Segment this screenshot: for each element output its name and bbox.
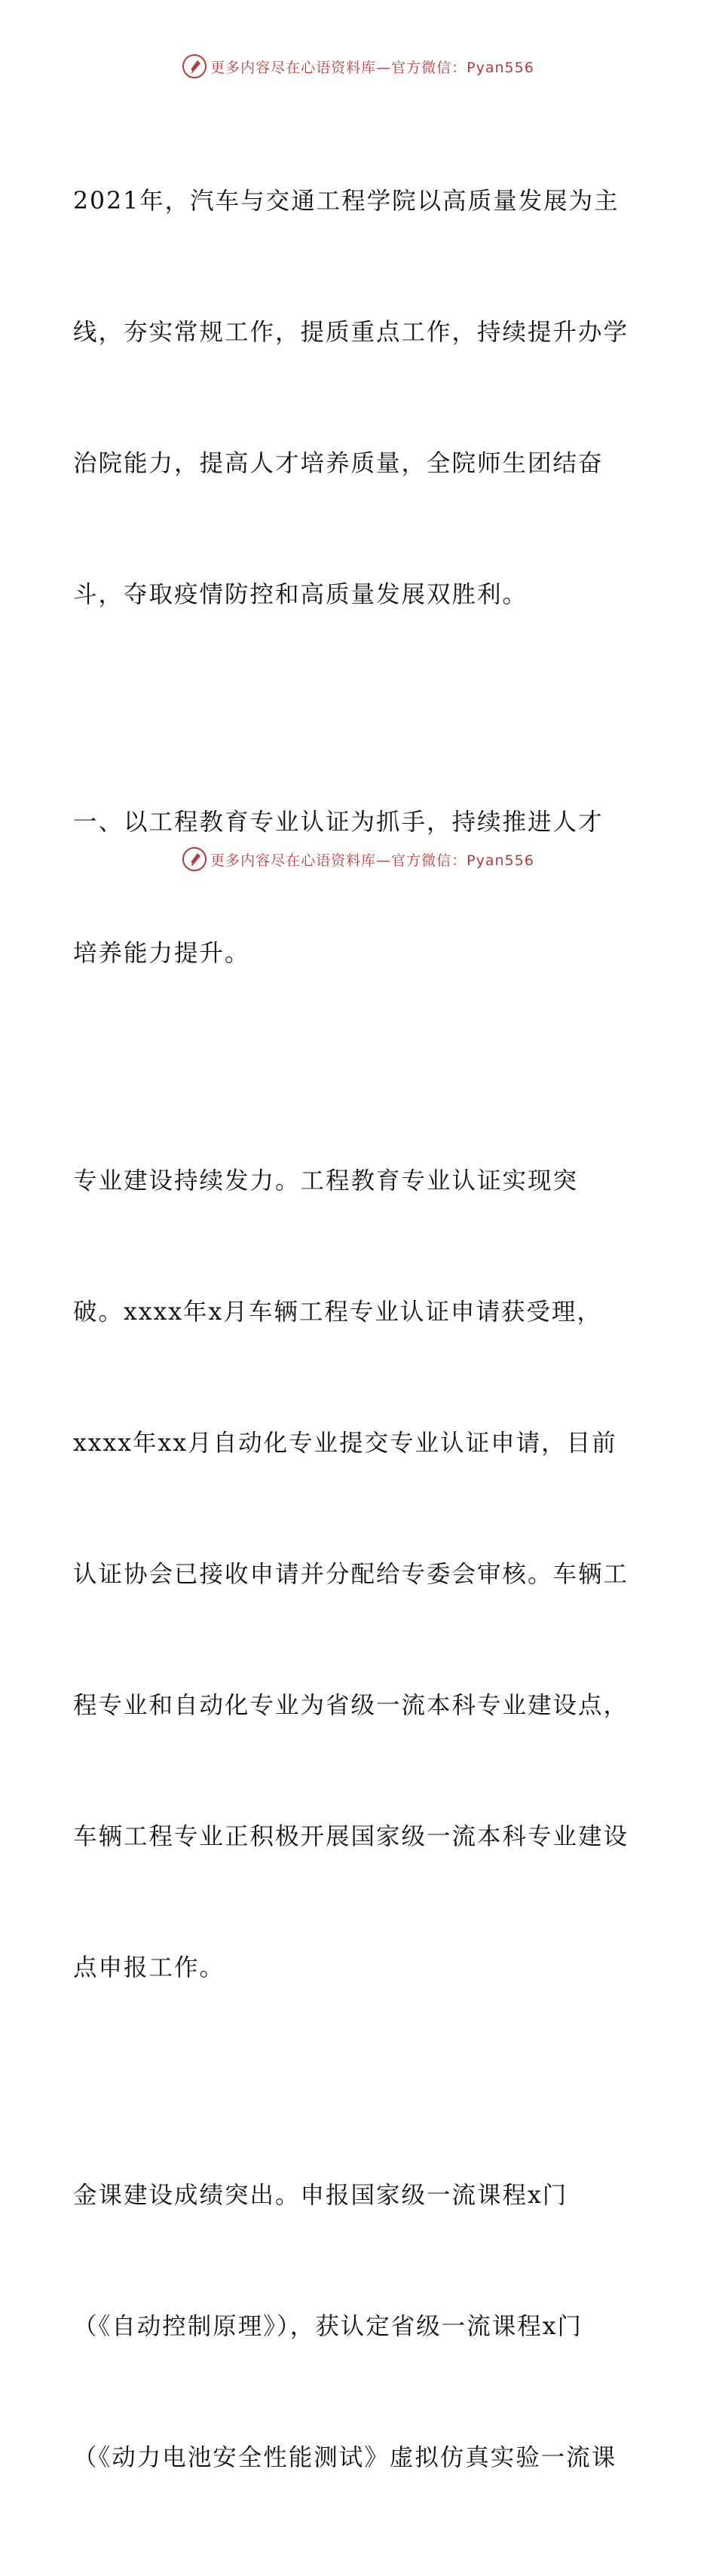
- text-line: 一、以工程教育专业认证为抓手，持续推进人才: [73, 809, 604, 836]
- text-line: 专业建设持续发力。工程教育专业认证实现突: [73, 1167, 579, 1195]
- text-line: 斗，夺取疫情防控和高质量发展双胜利。: [73, 581, 528, 608]
- text-line: 点申报工作。: [73, 1954, 225, 1981]
- paragraph-major-construction: [73, 1072, 646, 2077]
- watermark-text: 更多内容尽在心语资料库—官方微信：Pyan556: [210, 59, 534, 76]
- fountain-pen-logo-icon: [182, 846, 207, 872]
- paragraph-section-heading: [73, 713, 646, 1063]
- text-line: 认证协会已接收申请并分配给专委会审核。车辆工: [73, 1561, 629, 1588]
- text-line: 金课建设成绩突出。申报国家级一流课程x门: [73, 2182, 568, 2209]
- document-body: [73, 92, 646, 2576]
- text-line: 治院能力，提高人才培养质量，全院师生团结奋: [73, 450, 604, 477]
- text-line: 车辆工程专业正积极开展国家级一流本科专业建设: [73, 1823, 629, 1850]
- text-line: xxxx年xx月自动化专业提交专业认证申请，目前: [73, 1430, 617, 1457]
- text-line: （《自动控制原理》），获认定省级一流课程x门: [73, 2313, 583, 2340]
- text-line: （《动力电池安全性能测试》虚拟仿真实验一流课: [73, 2444, 617, 2471]
- watermark-text: 更多内容尽在心语资料库—官方微信：Pyan556: [210, 852, 534, 869]
- paragraph-golden-courses: [73, 2086, 646, 2567]
- text-line: 2021年，汽车与交通工程学院以高质量发展为主: [73, 188, 620, 215]
- text-line: 培养能力提升。: [73, 940, 250, 967]
- watermark-footer: [0, 844, 716, 874]
- text-line: 程专业和自动化专业为省级一流本科专业建设点，: [73, 1692, 629, 1719]
- watermark-header: [0, 51, 716, 81]
- text-line: 破。xxxx年x月车辆工程专业认证申请获受理，: [73, 1299, 602, 1326]
- paragraph-intro: [73, 92, 646, 704]
- fountain-pen-logo-icon: [182, 54, 207, 79]
- text-line: 线，夯实常规工作，提质重点工作，持续提升办学: [73, 319, 629, 346]
